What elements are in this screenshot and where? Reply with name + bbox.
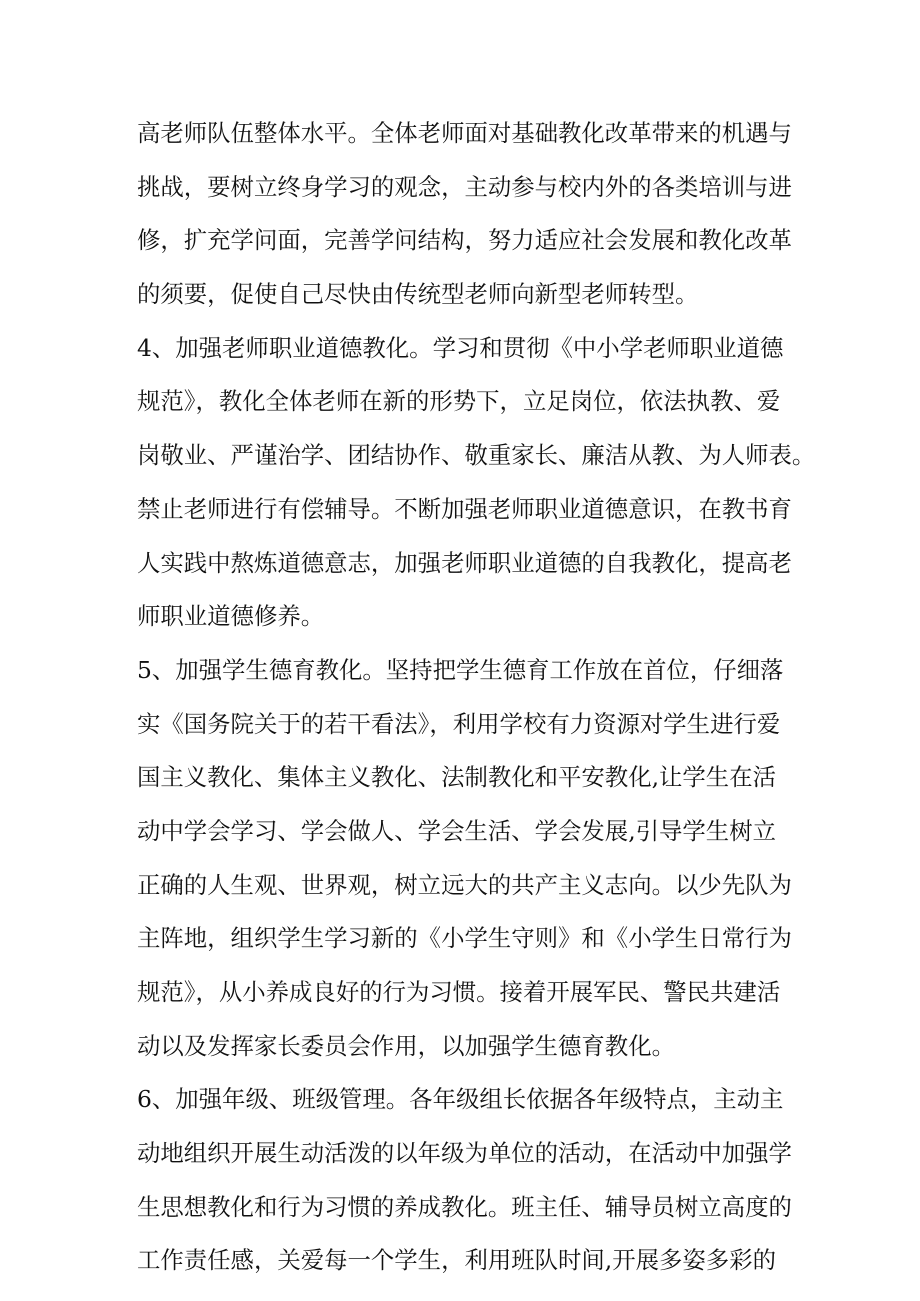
text-line: 4、加强老师职业道德教化。学习和贯彻《中小学老师职业道德 — [137, 333, 784, 362]
text-line: 的须要，促使自己尽快由传统型老师向新型老师转型。 — [137, 280, 699, 309]
text-line: 生思想教化和行为习惯的养成教化。班主任、辅导员树立高度的 — [137, 1192, 792, 1221]
document-body — [137, 107, 816, 1288]
text-line: 5、加强学生德育教化。坚持把学生德育工作放在首位，仔细落 — [137, 655, 784, 684]
text-line: 动中学会学习、学会做人、学会生活、学会发展,引导学生树立 — [137, 816, 776, 845]
text-line: 国主义教化、集体主义教化、法制教化和平安教化,让学生在活 — [137, 763, 776, 792]
text-line: 实《国务院关于的若干看法》，利用学校有力资源对学生进行爱 — [137, 709, 781, 738]
text-line: 挑战，要树立终身学习的观念，主动参与校内外的各类培训与进 — [137, 172, 792, 201]
text-line: 正确的人生观、世界观，树立远大的共产主义志向。以少先队为 — [137, 870, 792, 899]
text-line: 岗敬业、严谨治学、团结协作、敬重家长、廉洁从教、为人师表。 — [137, 441, 816, 470]
text-line: 人实践中熬炼道德意志，加强老师职业道德的自我教化，提高老 — [137, 548, 792, 577]
text-line: 师职业道德修养。 — [137, 602, 325, 631]
text-line: 修，扩充学问面，完善学问结构，努力适应社会发展和教化改革 — [137, 226, 792, 255]
text-line: 动地组织开展生动活泼的以年级为单位的活动，在活动中加强学 — [137, 1139, 792, 1168]
text-line: 6、加强年级、班级管理。各年级组长依据各年级特点，主动主 — [137, 1085, 784, 1114]
text-line: 动以及发挥家长委员会作用，以加强学生德育教化。 — [137, 1031, 675, 1060]
text-line: 禁止老师进行有偿辅导。不断加强老师职业道德意识，在教书育 — [137, 494, 792, 523]
text-line: 高老师队伍整体水平。全体老师面对基础教化改革带来的机遇与 — [137, 119, 792, 147]
text-line: 主阵地，组织学生学习新的《小学生守则》和《小学生日常行为 — [137, 924, 792, 953]
text-line: 规范》，教化全体老师在新的形势下，立足岗位，依法执教、爱 — [137, 387, 781, 416]
text-line: 规范》，从小养成良好的行为习惯。接着开展军民、警民共建活 — [137, 978, 781, 1006]
text-line: 工作责任感，关爱每一个学生，利用班队时间,开展多姿多彩的 — [137, 1246, 776, 1275]
